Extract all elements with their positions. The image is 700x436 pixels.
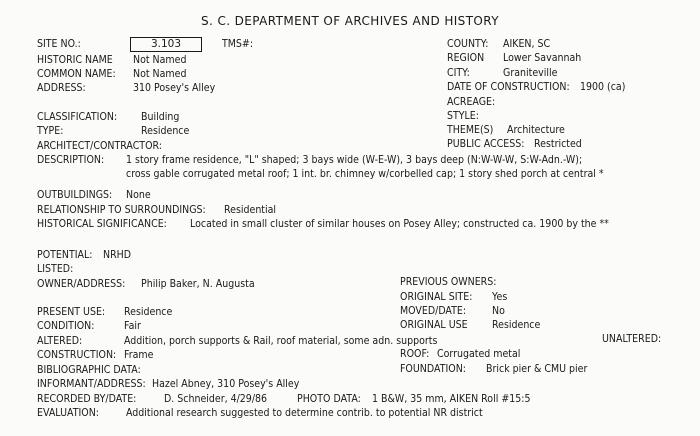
- description-line-1: 1 story frame residence, "L" shaped; 3 bays wide (W-E-W), 3 bays deep (N:W-W-W, S:W-Adn.-W);: [126, 154, 583, 166]
- recorded-value: D. Schneider, 4/29/86: [164, 393, 268, 405]
- evaluation-value: Additional research suggested to determine contrib. to potential NR district: [126, 407, 483, 419]
- city-label: CITY:: [447, 67, 470, 79]
- common-name-value: Not Named: [133, 68, 187, 80]
- altered-value: Addition, porch supports & Rail, roof material, some adn. supports: [124, 335, 438, 347]
- region-value: Lower Savannah: [503, 52, 582, 64]
- altered-label: ALTERED:: [37, 335, 83, 347]
- evaluation-label: EVALUATION:: [37, 407, 100, 419]
- condition-value: Fair: [124, 320, 141, 332]
- roof-value: Corrugated metal: [437, 348, 521, 360]
- potential-value: NRHD: [103, 249, 132, 261]
- listed-label: LISTED:: [37, 263, 74, 275]
- unaltered-label: UNALTERED:: [602, 333, 662, 345]
- site-no-label: SITE NO.:: [37, 38, 81, 50]
- foundation-value: Brick pier & CMU pier: [486, 363, 588, 375]
- owner-label: OWNER/ADDRESS:: [37, 278, 126, 290]
- date-construction-value: 1900 (ca): [580, 81, 626, 93]
- recorded-label: RECORDED BY/DATE:: [37, 393, 137, 405]
- historic-name-label: HISTORIC NAME: [37, 54, 113, 66]
- foundation-label: FOUNDATION:: [400, 363, 466, 375]
- original-site-value: Yes: [492, 291, 508, 303]
- outbuildings-label: OUTBUILDINGS:: [37, 189, 113, 201]
- public-access-value: Restricted: [534, 138, 582, 150]
- date-construction-label: DATE OF CONSTRUCTION:: [447, 81, 570, 93]
- architect-label: ARCHITECT/CONTRACTOR:: [37, 140, 162, 152]
- bibliographic-label: BIBLIOGRAPHIC DATA:: [37, 364, 141, 376]
- type-label: TYPE:: [37, 125, 64, 137]
- informant-label: INFORMANT/ADDRESS:: [37, 378, 146, 390]
- themes-value: Architecture: [507, 124, 565, 136]
- county-label: COUNTY:: [447, 38, 489, 50]
- potential-label: POTENTIAL:: [37, 249, 93, 261]
- historic-name-value: Not Named: [133, 54, 187, 66]
- informant-value: Hazel Abney, 310 Posey's Alley: [152, 378, 300, 390]
- historical-significance-label: HISTORICAL SIGNIFICANCE:: [37, 218, 167, 230]
- original-use-value: Residence: [492, 319, 541, 331]
- common-name-label: COMMON NAME:: [37, 68, 116, 80]
- region-label: REGION: [447, 52, 485, 64]
- present-use-value: Residence: [124, 306, 173, 318]
- themes-label: THEME(S): [447, 124, 494, 136]
- county-value: AIKEN, SC: [503, 38, 551, 50]
- original-site-label: ORIGINAL SITE:: [400, 291, 473, 303]
- relationship-value: Residential: [224, 204, 277, 216]
- public-access-label: PUBLIC ACCESS:: [447, 138, 525, 150]
- condition-label: CONDITION:: [37, 320, 95, 332]
- construction-label: CONSTRUCTION:: [37, 349, 117, 361]
- moved-date-label: MOVED/DATE:: [400, 305, 467, 317]
- previous-owners-label: PREVIOUS OWNERS:: [400, 276, 497, 288]
- photo-data-label: PHOTO DATA:: [297, 393, 361, 405]
- address-label: ADDRESS:: [37, 82, 86, 94]
- original-use-label: ORIGINAL USE: [400, 319, 468, 331]
- historical-significance-value: Located in small cluster of similar houses on Posey Alley; constructed ca. 1900 by the **: [190, 218, 609, 230]
- acreage-label: ACREAGE:: [447, 96, 496, 108]
- description-label: DESCRIPTION:: [37, 154, 105, 166]
- roof-label: ROOF:: [400, 348, 430, 360]
- style-label: STYLE:: [447, 110, 479, 122]
- owner-value: Philip Baker, N. Augusta: [141, 278, 255, 290]
- site-no-value: 3.103: [130, 37, 202, 52]
- classification-label: CLASSIFICATION:: [37, 111, 118, 123]
- page-title: S. C. DEPARTMENT OF ARCHIVES AND HISTORY: [201, 14, 499, 28]
- photo-data-value: 1 B&W, 35 mm, AIKEN Roll #15:5: [372, 393, 531, 405]
- city-value: Graniteville: [503, 67, 558, 79]
- address-value: 310 Posey's Alley: [133, 82, 216, 94]
- classification-value: Building: [141, 111, 180, 123]
- relationship-label: RELATIONSHIP TO SURROUNDINGS:: [37, 204, 206, 216]
- moved-date-value: No: [492, 305, 505, 317]
- construction-value: Frame: [124, 349, 154, 361]
- description-line-2: cross gable corrugated metal roof; 1 int. br. chimney w/corbelled cap; 1 story shed porch at central *: [126, 168, 604, 180]
- tms-label: TMS#:: [222, 38, 254, 50]
- type-value: Residence: [141, 125, 190, 137]
- outbuildings-value: None: [126, 189, 151, 201]
- present-use-label: PRESENT USE:: [37, 306, 106, 318]
